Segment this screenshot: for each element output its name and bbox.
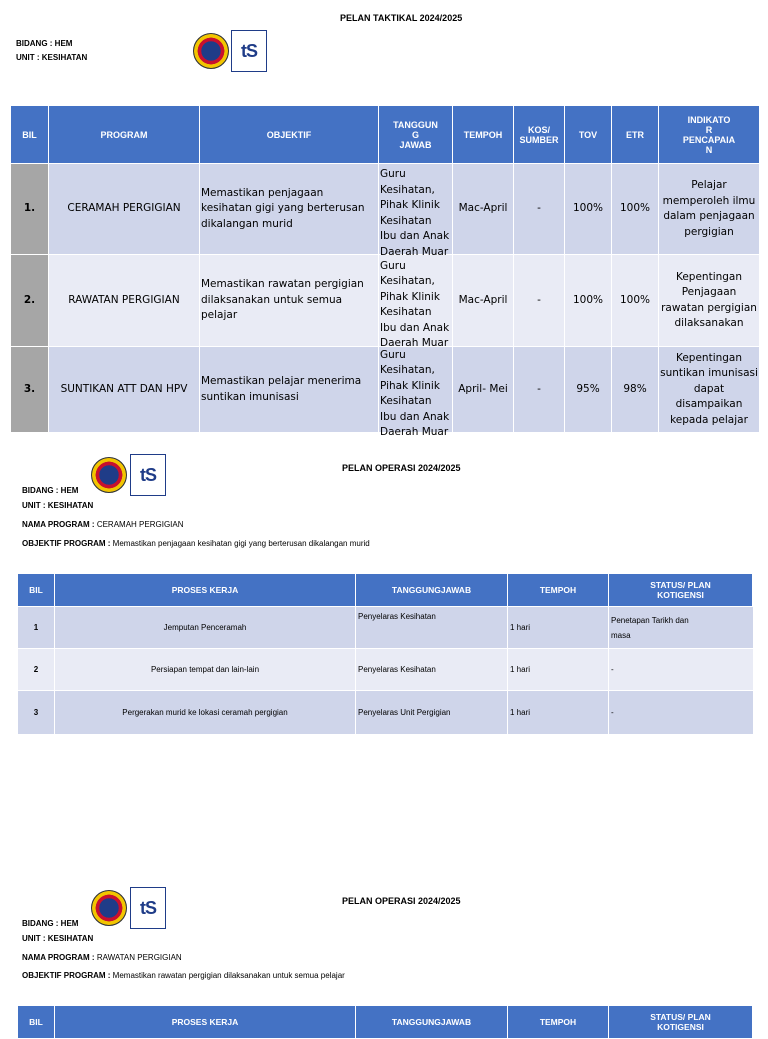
row-program: RAWATAN PERGIGIAN	[49, 255, 200, 347]
ts25-badge-logo: tS	[130, 887, 166, 929]
col-etr: ETR	[612, 106, 659, 164]
operasi1-header-row	[18, 574, 753, 607]
col-program: PROGRAM	[49, 106, 200, 164]
operasi2-bidang: BIDANG : HEM	[22, 919, 79, 928]
col-tempoh: TEMPOH	[508, 574, 609, 607]
objektif-program-label: OBJEKTIF PROGRAM :	[22, 971, 111, 980]
col-proses-kerja: PROSES KERJA	[55, 574, 356, 607]
row-tanggungjawab: Penyelaras Kesihatan	[356, 649, 508, 691]
table-row	[11, 347, 760, 433]
operasi1-bidang: BIDANG : HEM	[22, 486, 79, 495]
ts25-badge-logo: tS	[130, 454, 166, 496]
nama-program-label: NAMA PROGRAM :	[22, 953, 95, 962]
row-tanggungjawab: Guru Kesihatan, Pihak Klinik Kesihatan Ibu dan Anak Daerah Muar	[379, 347, 453, 433]
school-crest-logo	[91, 457, 127, 493]
row-tempoh: 1 hari	[508, 607, 609, 649]
operasi2-unit: UNIT : KESIHATAN	[22, 934, 94, 943]
row-proses-kerja: Pergerakan murid ke lokasi ceramah pergigian	[55, 691, 356, 735]
row-tov: 95%	[565, 347, 612, 433]
row-tanggungjawab: Penyelaras Kesihatan	[356, 607, 508, 649]
row-tempoh: April- Mei	[453, 347, 514, 433]
row-objektif: Memastikan rawatan pergigian dilaksanakan untuk semua pelajar	[200, 255, 379, 347]
row-bil: 1.	[11, 164, 49, 255]
col-tempoh: TEMPOH	[453, 106, 514, 164]
row-status: -	[609, 691, 753, 735]
col-status: STATUS/ PLAN KOTIGENSI	[609, 1006, 753, 1039]
row-bil: 2.	[11, 255, 49, 347]
row-bil: 2	[18, 649, 55, 691]
operasi1-unit: UNIT : KESIHATAN	[22, 501, 94, 510]
operasi2-title: PELAN OPERASI 2024/2025	[342, 896, 461, 906]
row-objektif: Memastikan penjagaan kesihatan gigi yang berterusan dikalangan murid	[200, 164, 379, 255]
operasi2-table	[17, 1005, 753, 1039]
operasi2-objektif-program	[22, 968, 345, 983]
row-proses-kerja: Persiapan tempat dan lain-lain	[55, 649, 356, 691]
col-tanggungjawab: TANGGUNGJAWAB	[356, 574, 508, 607]
school-crest-logo	[91, 890, 127, 926]
col-tov: TOV	[565, 106, 612, 164]
col-bil: BIL	[11, 106, 49, 164]
row-bil: 1	[18, 607, 55, 649]
objektif-program-label: OBJEKTIF PROGRAM :	[22, 539, 111, 548]
col-status: STATUS/ PLAN KOTIGENSI	[609, 574, 753, 607]
col-bil: BIL	[18, 1006, 55, 1039]
table-row	[18, 607, 753, 649]
row-tempoh: 1 hari	[508, 649, 609, 691]
nama-program-value: CERAMAH PERGIGIAN	[94, 520, 184, 529]
tactical-bidang: BIDANG : HEM	[16, 39, 73, 48]
row-indikator: Pelajar memperoleh ilmu dalam penjagaan pergigian	[659, 164, 760, 255]
row-objektif: Memastikan pelajar menerima suntikan imunisasi	[200, 347, 379, 433]
row-tanggungjawab: Guru Kesihatan, Pihak Klinik Kesihatan Ibu dan Anak Daerah Muar	[379, 255, 453, 347]
row-tanggungjawab: Guru Kesihatan, Pihak Klinik Kesihatan Ibu dan Anak Daerah Muar	[379, 164, 453, 255]
row-tempoh: Mac-April	[453, 164, 514, 255]
col-tanggungjawab: TANGGUNGJAWAB	[356, 1006, 508, 1039]
col-tanggungjawab: TANGGUN G JAWAB	[379, 106, 453, 164]
col-bil: BIL	[18, 574, 55, 607]
operasi1-objektif-program	[22, 536, 370, 551]
row-program: CERAMAH PERGIGIAN	[49, 164, 200, 255]
nama-program-value: RAWATAN PERGIGIAN	[94, 953, 182, 962]
row-proses-kerja: Jemputan Penceramah	[55, 607, 356, 649]
operasi2-nama-program	[22, 950, 182, 965]
col-proses-kerja: PROSES KERJA	[55, 1006, 356, 1039]
row-tov: 100%	[565, 255, 612, 347]
table-row	[18, 649, 753, 691]
row-tempoh: 1 hari	[508, 691, 609, 735]
col-tempoh: TEMPOH	[508, 1006, 609, 1039]
row-tov: 100%	[565, 164, 612, 255]
row-tanggungjawab: Penyelaras Unit Pergigian	[356, 691, 508, 735]
nama-program-label: NAMA PROGRAM :	[22, 520, 95, 529]
row-kos: -	[514, 255, 565, 347]
tactical-header-row	[11, 106, 760, 164]
row-bil: 3.	[11, 347, 49, 433]
row-indikator: Kepentingan Penjagaan rawatan pergigian dilaksanakan	[659, 255, 760, 347]
table-row	[11, 164, 760, 255]
row-status: -	[609, 649, 753, 691]
col-kos: KOS/ SUMBER	[514, 106, 565, 164]
row-bil: 3	[18, 691, 55, 735]
table-row	[18, 691, 753, 735]
row-kos: -	[514, 164, 565, 255]
row-status: Penetapan Tarikh dan masa	[609, 607, 753, 649]
row-program: SUNTIKAN ATT DAN HPV	[49, 347, 200, 433]
operasi1-table	[17, 573, 753, 735]
table-row	[11, 255, 760, 347]
ts25-badge-logo: tS	[231, 30, 267, 72]
row-kos: -	[514, 347, 565, 433]
operasi2-table-clip	[17, 1005, 752, 1032]
tactical-title: PELAN TAKTIKAL 2024/2025	[340, 13, 463, 23]
row-etr: 100%	[612, 164, 659, 255]
objektif-program-value: Memastikan penjagaan kesihatan gigi yang berterusan dikalangan murid	[110, 539, 370, 548]
row-etr: 100%	[612, 255, 659, 347]
tactical-unit: UNIT : KESIHATAN	[16, 53, 88, 62]
row-etr: 98%	[612, 347, 659, 433]
operasi1-title: PELAN OPERASI 2024/2025	[342, 463, 461, 473]
objektif-program-value: Memastikan rawatan pergigian dilaksanakan untuk semua pelajar	[110, 971, 345, 980]
col-objektif: OBJEKTIF	[200, 106, 379, 164]
row-indikator: Kepentingan suntikan imunisasi dapat disampaikan kepada pelajar	[659, 347, 760, 433]
tactical-table	[10, 105, 760, 438]
col-indikator: INDIKATO R PENCAPAIA N	[659, 106, 760, 164]
operasi2-header-row	[18, 1006, 753, 1039]
school-crest-logo	[193, 33, 229, 69]
operasi1-nama-program	[22, 517, 184, 532]
row-tempoh: Mac-April	[453, 255, 514, 347]
